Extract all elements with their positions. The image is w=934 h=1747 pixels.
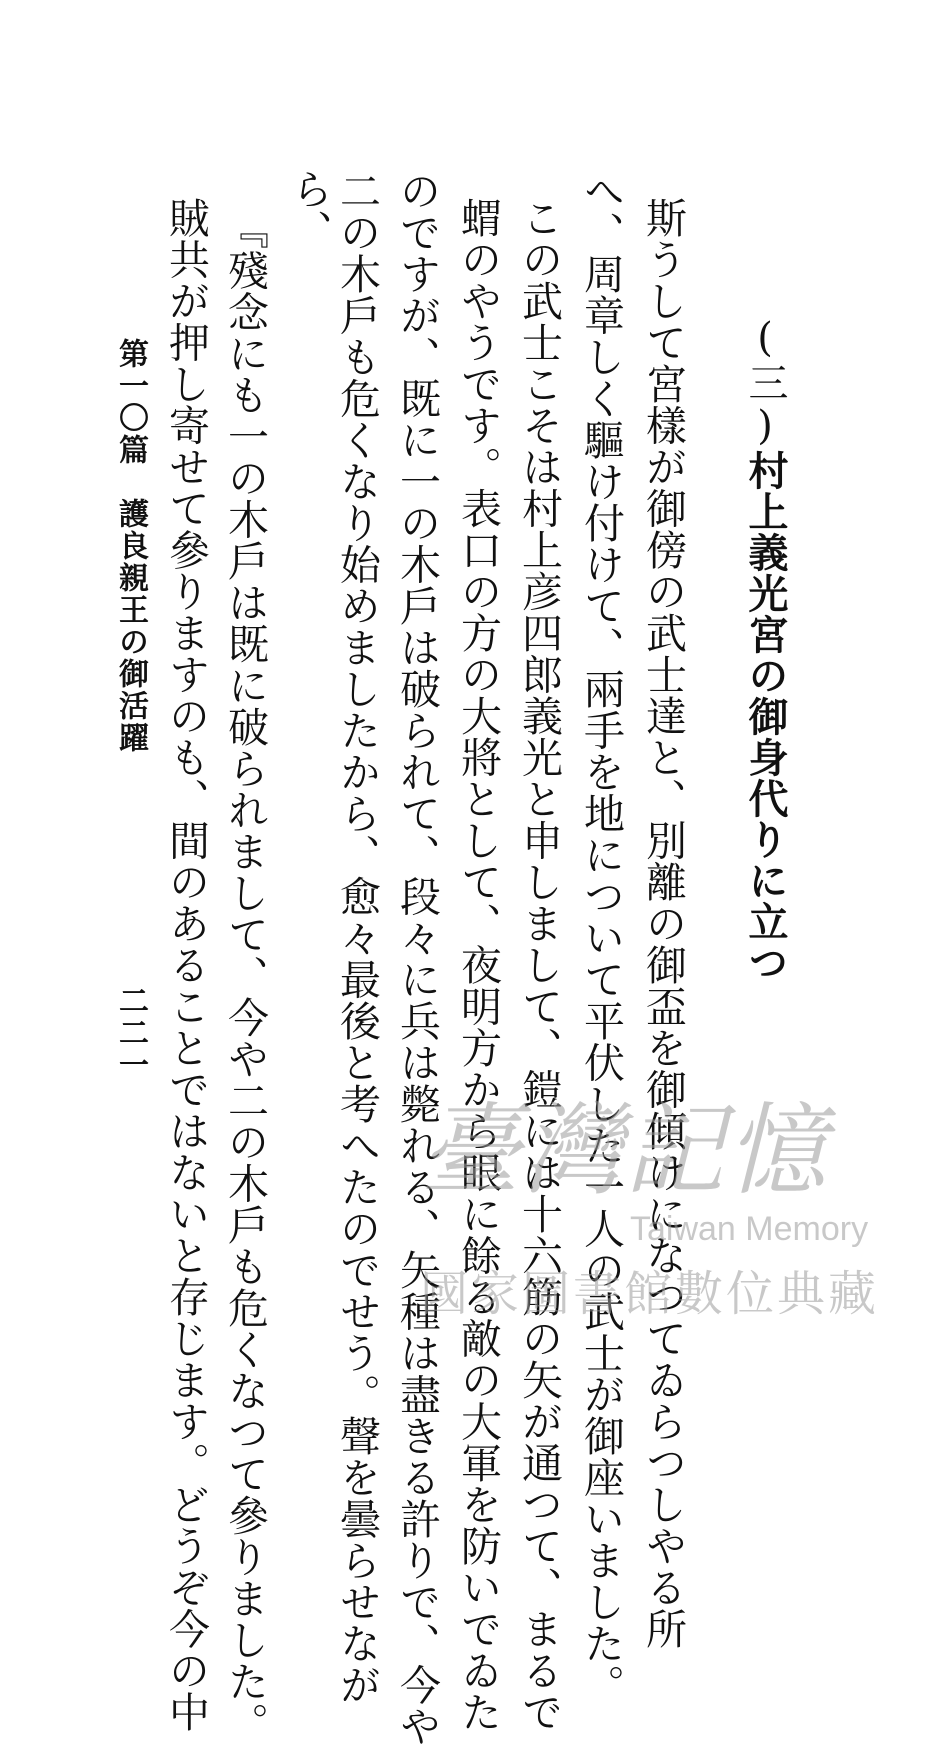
page-number: 二二一	[113, 985, 148, 1081]
section-heading	[742, 315, 789, 983]
running-footer-chapter: 第一〇篇 護良親王の御活躍	[113, 338, 148, 754]
body-line-8: 『殘念にも一の木戶は既に破られまして、今や二の木戶も危くなつて參りました。	[221, 208, 269, 1744]
body-line-2: へ、周章しく驅け付けて、兩手を地について平伏した一人の武士が御座いました。	[577, 170, 625, 1706]
section-number: (三)	[742, 315, 788, 450]
watermark-logo-text: 臺灣記憶	[420, 1092, 828, 1209]
body-line-1: 斯うして宮樣が御傍の武士達と、別離の御盃を御傾けになつてゐらつしやる所	[639, 197, 687, 1650]
watermark-english: Taiwan Memory	[630, 1210, 869, 1248]
body-line-9: 賊共が押し寄せて參りますのも、間のあることではないと存じます。どうぞ今の中	[162, 197, 210, 1733]
body-line-3: この武士こそは村上彦四郎義光と申しまして、鎧には十六筋の矢が通つて、まるで	[515, 197, 563, 1733]
body-line-4: 蝟のやうです。表口の方の大將として、夜明方から眼に餘る敵の大軍を防いでゐた	[454, 197, 502, 1733]
body-line-5: のですが、既に一の木戶は破られて、段々に兵は斃れる、矢種は盡きる許りで、今や	[393, 170, 441, 1747]
body-line-7: ら、	[285, 168, 333, 251]
body-line-6: 二の木戶も危くなり始めましたから、愈々最後と考へたのでせう。聲を曇らせなが	[333, 170, 381, 1706]
section-title: 村上義光宮の御身代りに立つ	[742, 450, 789, 983]
watermark-subtitle: 國家圖書館數位典藏	[420, 1266, 880, 1322]
